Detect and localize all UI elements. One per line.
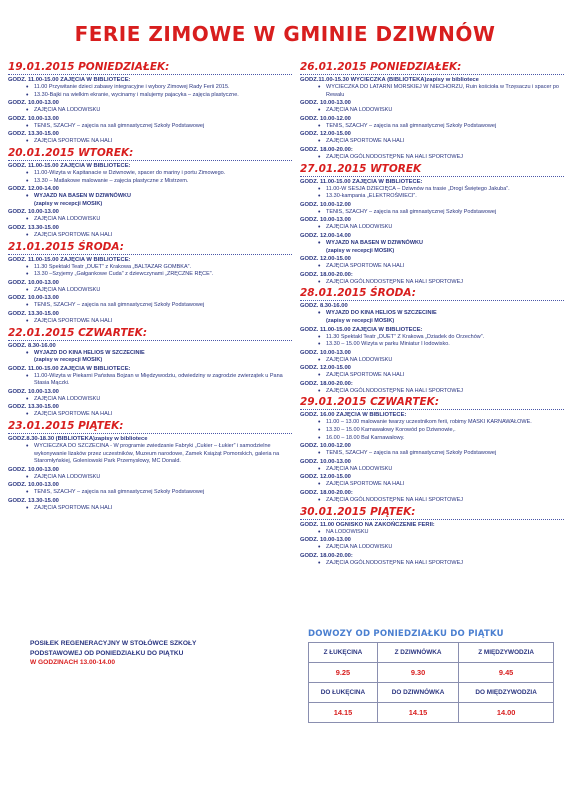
table-cell: Z ŁUKĘCINA (309, 643, 378, 663)
divider (8, 254, 292, 255)
table-cell: DO ŁUKĘCINA (309, 683, 378, 703)
activity-list (300, 357, 564, 365)
list-item: • 16.00 – 18.00 Bal Karnawałowy. (300, 435, 564, 443)
list-item: • 11.00-Wizyta w Piekarni Państwa Bojzan w Międzywodziu, odwiedziny w zagrodzie zwierzątek u Pana Stasia Mączki. (8, 373, 292, 388)
table-cell: 9.30 (377, 663, 458, 683)
activity-list (8, 505, 292, 513)
activity-list (300, 224, 564, 232)
activity-list (8, 411, 292, 419)
time-slot: GODZ. 11.00-15.00 ZAJĘCIA W BIBLIOTECE: (300, 326, 423, 333)
table-row (309, 643, 554, 663)
list-item: • ZAJĘCIA SPORTOWE NA HALI (300, 372, 564, 380)
list-item: • ZAJĘCIA NA LODOWISKU (8, 107, 292, 115)
list-item: • WYJAZD NA BASEN W DZIWNÓWKU (8, 193, 292, 201)
time-slot: GODZ. 10.00-13.00 (300, 349, 351, 356)
activity-list (300, 334, 564, 349)
list-item: • WYJAZD DO KINA HELIOS W SZCZECINIE (8, 350, 292, 358)
time-slot: GODZ.8.30-18.30 (BIBLIOTEKA)zapisy w bibliotece (8, 436, 148, 443)
list-item: • ZAJĘCIA OGÓLNODOSTĘPNE NA HALI SPORTOWEJ (300, 388, 564, 396)
time-slot: GODZ. 8.30-16.00 (300, 303, 348, 310)
page-title: FERIE ZIMOWE W GMINIE DZIWNÓW (74, 22, 496, 46)
time-slot: GODZ. 10.00-13.00 (8, 115, 59, 122)
activity-list (300, 263, 564, 271)
time-slot: GODZ. 10.00-13.00 (8, 279, 59, 286)
time-slot: GODZ. 18.00-20.00: (300, 271, 353, 278)
time-slot: GODZ. 12.00-15.00 (300, 131, 351, 138)
divider (300, 409, 564, 410)
activity-list (300, 209, 564, 217)
time-slot: GODZ. 10.00-13.00 (300, 537, 351, 544)
day-heading: 26.01.2015 PONIEDZIAŁEK: (300, 61, 462, 73)
table-cell: 14.15 (377, 703, 458, 723)
table-cell: DO DZIWNÓWKA (377, 683, 458, 703)
time-slot: GODZ. 11.00 OGNISKO NA ZAKOŃCZENIE FERII: (300, 521, 435, 528)
table-cell: 9.25 (309, 663, 378, 683)
list-item: • ZAJĘCIA NA LODOWISKU (300, 466, 564, 474)
day-heading: 27.01.2015 WTOREK (300, 162, 422, 175)
table-row (309, 683, 554, 703)
list-item: • ZAJĘCIA SPORTOWE NA HALI (300, 481, 564, 489)
activity-list (300, 279, 564, 287)
list-item: • 13.30 – 15.00 Karnawałowy Korowód po Dziwnowie,. (300, 427, 564, 435)
time-slot: GODZ. 10.00-13.00 (300, 458, 351, 465)
activity-list (8, 193, 292, 208)
time-slot: GODZ. 16.00 ZAJĘCIA W BIBLIOTECE: (300, 412, 407, 419)
list-item: • TENIS, SZACHY – zajęcia na sali gimnastycznej Szkoły Podstawowej (8, 302, 292, 310)
list-item: • ZAJĘCIA SPORTOWE NA HALI (8, 138, 292, 146)
activity-list (300, 388, 564, 396)
meal-note-hours: W GODZINACH 13.00-14.00 (30, 659, 116, 666)
day-heading: 22.01.2015 CZWARTEK: (8, 326, 148, 339)
table-cell: 14.15 (309, 703, 378, 723)
activity-list (8, 264, 292, 279)
day-heading: 30.01.2015 PIĄTEK: (300, 505, 416, 518)
time-slot: GODZ. 11.00-15.00 ZAJĘCIA W BIBLIOTECE: (8, 256, 131, 263)
list-item: • ZAJĘCIA SPORTOWE NA HALI (300, 263, 564, 271)
time-slot: GODZ. 11.00-15.00 ZAJĘCIA W BIBLIOTECE: (8, 365, 131, 372)
time-slot: GODZ. 18.00-20.00: (300, 490, 353, 497)
time-slot: GODZ. 8.30-16.00 (8, 342, 56, 349)
activity-list (300, 544, 564, 552)
list-item: • ZAJĘCIA SPORTOWE NA HALI (300, 138, 564, 146)
list-item: • ZAJĘCIA OGÓLNODOSTĘPNE NA HALI SPORTOWEJ (300, 279, 564, 287)
activity-list (300, 310, 564, 325)
list-item: • 11.00 – 13.00 malowanie twarzy uczestnikom ferii, robimy MASKI KARNAWAŁOWE. (300, 419, 564, 427)
day-heading: 19.01.2015 PONIEDZIAŁEK: (8, 61, 170, 73)
time-slot: GODZ. 11.00-15.00 ZAJĘCIA W BIBLIOTECE: (300, 178, 423, 185)
activity-list (8, 443, 292, 466)
activity-list (300, 372, 564, 380)
transport-table (308, 642, 554, 723)
activity-list (300, 186, 564, 201)
time-slot: GODZ. 12.00-15.00 (300, 474, 351, 481)
day-heading: 21.01.2015 ŚRODA: (8, 240, 124, 253)
list-item: • 13.30 – Matlakowe malowanie – zajęcia plastyczne z Mistrzem. (8, 178, 292, 186)
activity-list (8, 287, 292, 295)
activity-list (300, 240, 564, 255)
table-cell: Z MIĘDZYWODZIA (459, 643, 554, 663)
divider (300, 519, 564, 520)
activity-list (300, 84, 564, 99)
list-item: • WYCIECZKA DO LATARNI MORSKIEJ W NIECHORZU, Ruin kościoła w Trzęsaczu i spacer po Rewalu (300, 84, 564, 99)
time-slot: GODZ. 12.00-14.00 (8, 186, 59, 193)
activity-list (8, 84, 292, 99)
time-slot: GODZ. 10.00-13.00 (8, 482, 59, 489)
table-cell: 14.00 (459, 703, 554, 723)
divider (8, 74, 292, 75)
time-slot: GODZ. 13.30-15.00 (8, 404, 59, 411)
time-slot: GODZ. 10.00-13.00 (300, 100, 351, 107)
table-cell: DO MIĘDZYWODZIA (459, 683, 554, 703)
day-heading: 23.01.2015 PIĄTEK: (8, 420, 124, 433)
list-item: • WYJAZD DO KINA HELIOS W SZCZECINIE (300, 310, 564, 318)
list-item: • ZAJĘCIA SPORTOWE NA HALI (8, 411, 292, 419)
time-slot: GODZ. 12.00-15.00 (300, 365, 351, 372)
activity-list (300, 107, 564, 115)
time-slot: GODZ. 10.00-13.00 (300, 217, 351, 224)
time-slot: GODZ. 12.00-15.00 (300, 256, 351, 263)
time-slot: GODZ. 13.30-15.00 (8, 224, 59, 231)
list-item: • ZAJĘCIA NA LODOWISKU (300, 357, 564, 365)
list-item: • 13.30 – 15.00 Wizyta w parku Miniatur I lodowisko. (300, 341, 564, 349)
activity-list (8, 489, 292, 497)
divider (8, 340, 292, 341)
activity-list (8, 350, 292, 365)
list-item: • TENIS, SZACHY – zajęcia na sali gimnastycznej Szkoły Podstawowej (300, 209, 564, 217)
divider (300, 176, 564, 177)
list-item: • 13.30-kampania „ELEKTROŚMIECI”. (300, 193, 564, 201)
list-item: • 11.00-Wizyta w Kapitanacie w Dziwnowie, spacer do mariny i portu Zimowego. (8, 170, 292, 178)
divider (300, 300, 564, 301)
table-row (309, 703, 554, 723)
time-slot: GODZ.11.00-15.30 WYCIECZKA (BIBLIOTEKA)zapisy w bibliotece (300, 77, 479, 83)
table-cell: 9.45 (459, 663, 554, 683)
activity-list (300, 529, 564, 537)
activity-list (8, 123, 292, 131)
activity-list (8, 318, 292, 326)
list-item: • ZAJĘCIA NA LODOWISKU (8, 396, 292, 404)
meal-note (30, 639, 270, 668)
list-item: (zapisy w recepcji MOSIK) (326, 317, 395, 324)
list-item: • ZAJĘCIA NA LODOWISKU (300, 544, 564, 552)
list-item: • TENIS, SZACHY – zajęcia na sali gimnastycznej Szkoły Podstawowej (8, 489, 292, 497)
activity-list (300, 560, 564, 568)
time-slot: GODZ. 10.00-13.00 (8, 209, 59, 216)
activity-list (8, 373, 292, 388)
activity-list (8, 107, 292, 115)
list-item: • WYJAZD NA BASEN W DZIWNÓWKU (300, 240, 564, 248)
list-item: • 11.30 Spektakl Teatr „DUET” Z Krakowa „Dziadek do Orzechów”. (300, 334, 564, 342)
activity-list (8, 232, 292, 240)
activity-list (8, 474, 292, 482)
transport-heading: DOWOZY OD PONIEDZIAŁKU DO PIĄTKU (308, 629, 504, 639)
list-item: • ZAJĘCIA SPORTOWE NA HALI (8, 232, 292, 240)
time-slot: GODZ. 10.00-12.00 (300, 201, 351, 208)
list-item: • ZAJĘCIA NA LODOWISKU (300, 224, 564, 232)
list-item: • ZAJĘCIA OGÓLNODOSTĘPNE NA HALI SPORTOWEJ (300, 560, 564, 568)
activity-list (300, 419, 564, 442)
list-item: • 11.00-W SESJA DZIECIĘCA – Dziwnów na trasie „Drogi Świętego Jakuba”. (300, 186, 564, 194)
time-slot: GODZ. 10.00-12.00 (300, 443, 351, 450)
list-item: • ZAJĘCIA OGÓLNODOSTĘPNE NA HALI SPORTOWEJ (300, 497, 564, 505)
time-slot: GODZ. 10.00-12.00 (300, 115, 351, 122)
list-item: • 13.30-Bajki na wielkim ekranie, wycinamy i malujemy pajacyka – zajęcia plastyczne. (8, 92, 292, 100)
activity-list (8, 216, 292, 224)
activity-list (300, 497, 564, 505)
day-heading: 28.01.2015 ŚRODA: (300, 287, 416, 300)
time-slot: GODZ. 10.00-13.00 (8, 100, 59, 107)
time-slot: GODZ. 13.30-15.00 (8, 310, 59, 317)
list-item: • ZAJĘCIA NA LODOWISKU (8, 474, 292, 482)
activity-list (300, 154, 564, 162)
list-item: • ZAJĘCIA NA LODOWISKU (300, 107, 564, 115)
list-item: • 11.00 Przywitanie dzieci zabawy integracyjne i wybory Zimowej Rady Ferii 2015. (8, 84, 292, 92)
activity-list (300, 123, 564, 131)
list-item: • TENIS, SZACHY – zajęcia na sali gimnastycznej Szkoły Podstawowej (8, 123, 292, 131)
time-slot: GODZ. 10.00-13.00 (8, 388, 59, 395)
divider (8, 160, 292, 161)
list-item: • 11.30 Spektakl Teatr „DUET” z Krakowa „BALTAZAR GOMBKA”. (8, 264, 292, 272)
list-item: • WYCIECZKA DO SZCZECINA - W programie zwiedzanie Fabryki „Cukier – Łukier” i samodzielne wykonywanie lizaków przez uczestników, Muzeum narodowe, Zamek Książąt Pomorskich, galeria na Staromłyńskiej, Goleniowski Park Przemysłowy, MC Donald. (8, 443, 292, 466)
meal-note-line: POSIŁEK REGENERACYJNY W STOŁÓWCE SZKOŁY (30, 640, 197, 647)
day-heading: 20.01.2015 WTOREK: (8, 146, 134, 159)
divider (8, 433, 292, 434)
activity-list (8, 302, 292, 310)
list-item: • 13.30 –Szyjemy „Gałgankowe Cuda” z dziewczynami „ZRĘCZNE RĘCE”. (8, 271, 292, 279)
list-item: • TENIS, SZACHY – zajęcia na sali gimnastycznej Szkoły Podstawowej (300, 450, 564, 458)
list-item: (zapisy w recepcji MOSIK) (34, 200, 103, 207)
time-slot: GODZ. 13.30-15.00 (8, 498, 59, 505)
time-slot: GODZ. 10.00-13.00 (8, 295, 59, 302)
list-item: (zapisy w recepcji MOSIK) (326, 247, 395, 254)
activity-list (300, 466, 564, 474)
time-slot: GODZ. 18.00-20.00: (300, 380, 353, 387)
time-slot: GODZ. 13.30-15.00 (8, 131, 59, 138)
time-slot: GODZ. 11.00-15.00 ZAJĘCIA W BIBLIOTECE: (8, 77, 131, 83)
activity-list (300, 481, 564, 489)
day-heading: 29.01.2015 CZWARTEK: (300, 396, 440, 409)
divider (300, 74, 564, 75)
list-item: • ZAJĘCIA NA LODOWISKU (8, 287, 292, 295)
list-item: • TENIS, SZACHY – zajęcia na sali gimnastycznej Szkoły Podstawowej (300, 123, 564, 131)
list-item: • NA LODOWISKU (300, 529, 564, 537)
list-item: • ZAJĘCIA NA LODOWISKU (8, 216, 292, 224)
list-item: • ZAJĘCIA SPORTOWE NA HALI (8, 505, 292, 513)
activity-list (8, 396, 292, 404)
meal-note-line: PODSTAWOWEJ OD PONIEDZIAŁKU DO PIĄTKU (30, 649, 184, 657)
activity-list (8, 170, 292, 185)
activity-list (300, 450, 564, 458)
right-column (300, 60, 564, 567)
time-slot: GODZ. 11.00-15.00 ZAJĘCIA W BIBLIOTECE: (8, 162, 131, 169)
list-item: • ZAJĘCIA SPORTOWE NA HALI (8, 318, 292, 326)
time-slot: GODZ. 18.00-20.00: (300, 146, 353, 153)
time-slot: GODZ. 10.00-13.00 (8, 466, 59, 473)
activity-list (8, 138, 292, 146)
time-slot: GODZ. 18.00-20.00: (300, 552, 353, 559)
time-slot: GODZ. 12.00-14.00 (300, 232, 351, 239)
left-column (8, 60, 292, 513)
table-cell: Z DZIWNÓWKA (377, 643, 458, 663)
list-item: • ZAJĘCIA OGÓLNODOSTĘPNE NA HALI SPORTOWEJ (300, 154, 564, 162)
table-row (309, 663, 554, 683)
activity-list (300, 138, 564, 146)
list-item: (zapisy w recepcji MOSIK) (34, 357, 103, 364)
